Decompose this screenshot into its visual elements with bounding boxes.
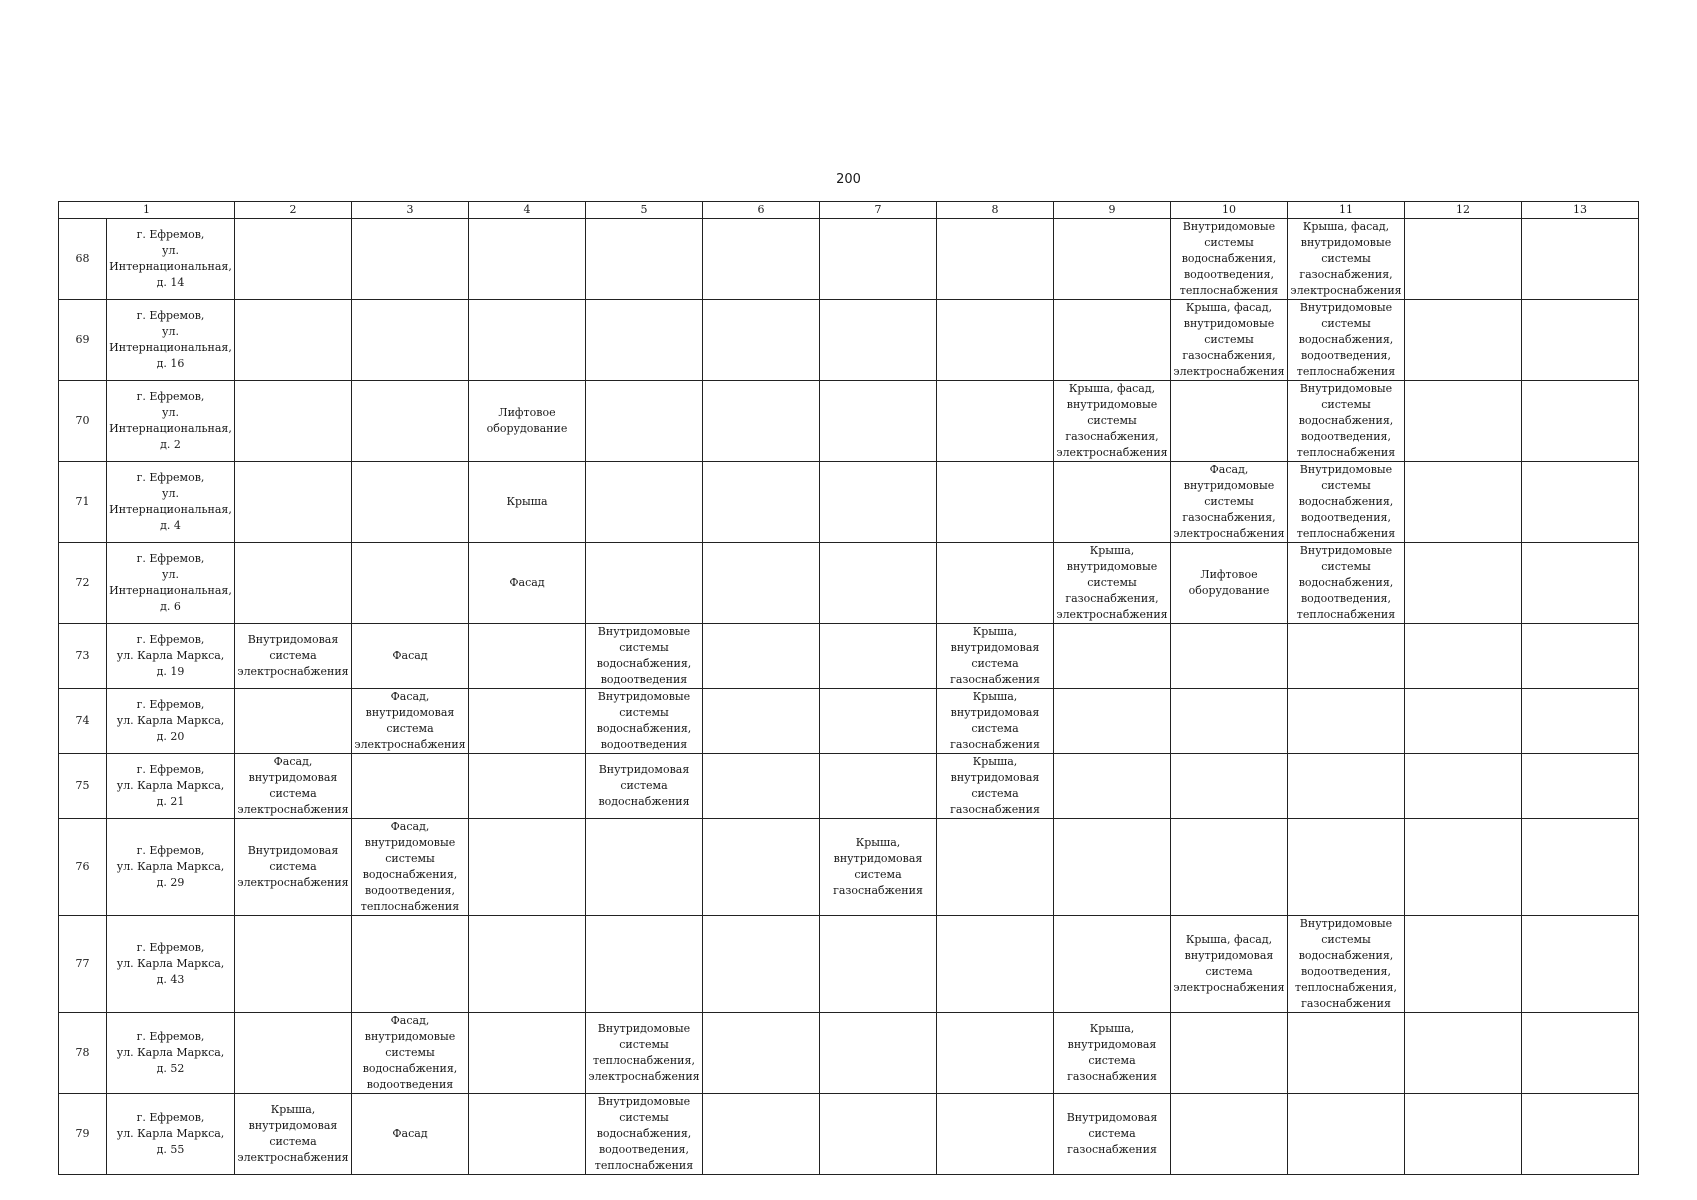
column-header: 8 [937,202,1054,219]
work-cell-col-10: Внутридомовые системы водоснабжения, водоотведения, теплоснабжения [1171,219,1288,300]
work-cell-col-8 [937,819,1054,916]
work-cell-col-5: Внутридомовые системы водоснабжения, водоотведения [586,624,703,689]
work-cell-col-7 [820,543,937,624]
work-cell-col-2 [235,381,352,462]
work-cell-col-11: Внутридомовые системы водоснабжения, водоотведения, теплоснабжения [1288,381,1405,462]
work-cell-col-4 [469,219,586,300]
work-cell-col-6 [703,300,820,381]
table-row [59,819,1639,916]
work-cell-col-12 [1405,300,1522,381]
work-cell-col-8 [937,1013,1054,1094]
address-cell: г. Ефремов, ул. Карла Маркса, д. 19 [107,624,235,689]
work-cell-col-9 [1054,754,1171,819]
work-cell-col-13 [1522,381,1639,462]
work-cell-col-7: Крыша, внутридомовая система газоснабжения [820,819,937,916]
work-cell-col-13 [1522,543,1639,624]
work-cell-col-13 [1522,754,1639,819]
work-cell-col-11 [1288,1013,1405,1094]
work-cell-col-12 [1405,381,1522,462]
table-row [59,543,1639,624]
work-cell-col-6 [703,916,820,1013]
work-cell-col-4 [469,754,586,819]
work-cell-col-5 [586,219,703,300]
work-cell-col-8 [937,916,1054,1013]
work-cell-col-2 [235,1013,352,1094]
work-cell-col-12 [1405,689,1522,754]
work-cell-col-3: Фасад, внутридомовые системы водоснабжения, водоотведения, теплоснабжения [352,819,469,916]
work-cell-col-8 [937,381,1054,462]
work-cell-col-6 [703,754,820,819]
address-cell: г. Ефремов, ул. Карла Маркса, д. 55 [107,1094,235,1175]
column-header: 6 [703,202,820,219]
table-row [59,754,1639,819]
work-cell-col-11: Внутридомовые системы водоснабжения, водоотведения, теплоснабжения [1288,462,1405,543]
work-cell-col-13 [1522,819,1639,916]
work-cell-col-2: Внутридомовая система электроснабжения [235,624,352,689]
work-cell-col-9 [1054,624,1171,689]
row-number: 79 [59,1094,107,1175]
work-cell-col-13 [1522,1094,1639,1175]
work-cell-col-11: Внутридомовые системы водоснабжения, водоотведения, теплоснабжения [1288,300,1405,381]
work-cell-col-10: Крыша, фасад, внутридомовая система электроснабжения [1171,916,1288,1013]
work-cell-col-8: Крыша, внутридомовая система газоснабжения [937,754,1054,819]
column-header: 2 [235,202,352,219]
work-cell-col-11 [1288,624,1405,689]
work-cell-col-10: Крыша, фасад, внутридомовые системы газоснабжения, электроснабжения [1171,300,1288,381]
work-cell-col-2 [235,543,352,624]
work-cell-col-7 [820,754,937,819]
row-number: 73 [59,624,107,689]
work-cell-col-12 [1405,219,1522,300]
work-cell-col-11: Крыша, фасад, внутридомовые системы газоснабжения, электроснабжения [1288,219,1405,300]
table-row [59,219,1639,300]
work-cell-col-5 [586,300,703,381]
work-cell-col-13 [1522,219,1639,300]
work-cell-col-7 [820,916,937,1013]
work-cell-col-8: Крыша, внутридомовая система газоснабжения [937,689,1054,754]
table-row [59,1094,1639,1175]
row-number: 68 [59,219,107,300]
row-number: 76 [59,819,107,916]
work-cell-col-2 [235,462,352,543]
work-cell-col-9 [1054,462,1171,543]
work-cell-col-3 [352,300,469,381]
work-cell-col-7 [820,381,937,462]
work-cell-col-12 [1405,624,1522,689]
repair-schedule-table [58,201,1639,1175]
row-number: 77 [59,916,107,1013]
column-header: 11 [1288,202,1405,219]
table-row [59,462,1639,543]
work-cell-col-11 [1288,1094,1405,1175]
work-cell-col-3 [352,219,469,300]
work-cell-col-9: Крыша, внутридомовые системы газоснабжения, электроснабжения [1054,543,1171,624]
work-cell-col-13 [1522,462,1639,543]
work-cell-col-2 [235,916,352,1013]
work-cell-col-10 [1171,689,1288,754]
column-header: 5 [586,202,703,219]
work-cell-col-4 [469,300,586,381]
work-cell-col-6 [703,1094,820,1175]
row-number: 71 [59,462,107,543]
work-cell-col-7 [820,624,937,689]
work-cell-col-10 [1171,754,1288,819]
work-cell-col-12 [1405,819,1522,916]
work-cell-col-9: Внутридомовая система газоснабжения [1054,1094,1171,1175]
header-row [59,202,1639,219]
work-cell-col-12 [1405,1094,1522,1175]
work-cell-col-4 [469,624,586,689]
work-cell-col-12 [1405,543,1522,624]
work-cell-col-2: Фасад, внутридомовая система электроснабжения [235,754,352,819]
work-cell-col-3: Фасад, внутридомовая система электроснабжения [352,689,469,754]
work-cell-col-11: Внутридомовые системы водоснабжения, водоотведения, теплоснабжения [1288,543,1405,624]
work-cell-col-8 [937,543,1054,624]
address-cell: г. Ефремов, ул. Интернациональная, д. 6 [107,543,235,624]
work-cell-col-3 [352,754,469,819]
column-header: 3 [352,202,469,219]
work-cell-col-7 [820,1013,937,1094]
work-cell-col-7 [820,219,937,300]
work-cell-col-6 [703,689,820,754]
work-cell-col-10 [1171,381,1288,462]
work-cell-col-3: Фасад [352,624,469,689]
work-cell-col-3 [352,916,469,1013]
work-cell-col-5 [586,916,703,1013]
work-cell-col-4 [469,916,586,1013]
work-cell-col-2: Крыша, внутридомовая система электроснабжения [235,1094,352,1175]
work-cell-col-13 [1522,624,1639,689]
page-number: 200 [836,172,861,187]
address-cell: г. Ефремов, ул. Карла Маркса, д. 21 [107,754,235,819]
work-cell-col-5 [586,381,703,462]
work-cell-col-6 [703,462,820,543]
address-cell: г. Ефремов, ул. Интернациональная, д. 14 [107,219,235,300]
work-cell-col-5: Внутридомовые системы теплоснабжения, электроснабжения [586,1013,703,1094]
table-row [59,381,1639,462]
work-cell-col-9 [1054,219,1171,300]
work-cell-col-2 [235,689,352,754]
work-cell-col-11 [1288,689,1405,754]
row-number: 70 [59,381,107,462]
work-cell-col-10: Фасад, внутридомовые системы газоснабжения, электроснабжения [1171,462,1288,543]
address-cell: г. Ефремов, ул. Карла Маркса, д. 29 [107,819,235,916]
address-cell: г. Ефремов, ул. Карла Маркса, д. 52 [107,1013,235,1094]
work-cell-col-5: Внутридомовая система водоснабжения [586,754,703,819]
address-cell: г. Ефремов, ул. Интернациональная, д. 2 [107,381,235,462]
work-cell-col-9: Крыша, внутридомовая система газоснабжения [1054,1013,1171,1094]
work-cell-col-2 [235,300,352,381]
address-cell: г. Ефремов, ул. Интернациональная, д. 16 [107,300,235,381]
column-header: 9 [1054,202,1171,219]
work-cell-col-6 [703,219,820,300]
work-cell-col-4 [469,689,586,754]
work-cell-col-5: Внутридомовые системы водоснабжения, водоотведения [586,689,703,754]
work-cell-col-5: Внутридомовые системы водоснабжения, водоотведения, теплоснабжения [586,1094,703,1175]
row-number: 74 [59,689,107,754]
work-cell-col-3 [352,543,469,624]
work-cell-col-3 [352,462,469,543]
work-cell-col-5 [586,462,703,543]
work-cell-col-3: Фасад, внутридомовые системы водоснабжения, водоотведения [352,1013,469,1094]
work-cell-col-12 [1405,916,1522,1013]
work-cell-col-4: Крыша [469,462,586,543]
work-cell-col-13 [1522,1013,1639,1094]
work-cell-col-6 [703,819,820,916]
column-header: 4 [469,202,586,219]
work-cell-col-4: Фасад [469,543,586,624]
address-cell: г. Ефремов, ул. Карла Маркса, д. 43 [107,916,235,1013]
work-cell-col-7 [820,1094,937,1175]
work-cell-col-3 [352,381,469,462]
address-cell: г. Ефремов, ул. Интернациональная, д. 4 [107,462,235,543]
work-cell-col-13 [1522,300,1639,381]
work-cell-col-4 [469,819,586,916]
work-cell-col-11: Внутридомовые системы водоснабжения, водоотведения, теплоснабжения, газоснабжения [1288,916,1405,1013]
column-header: 10 [1171,202,1288,219]
work-cell-col-8 [937,300,1054,381]
work-cell-col-11 [1288,754,1405,819]
column-header: 7 [820,202,937,219]
work-cell-col-9 [1054,689,1171,754]
work-cell-col-4 [469,1013,586,1094]
work-cell-col-8 [937,462,1054,543]
row-number: 75 [59,754,107,819]
work-cell-col-2 [235,219,352,300]
work-cell-col-10 [1171,819,1288,916]
work-cell-col-7 [820,689,937,754]
work-cell-col-8: Крыша, внутридомовая система газоснабжения [937,624,1054,689]
work-cell-col-8 [937,1094,1054,1175]
work-cell-col-11 [1288,819,1405,916]
row-number: 69 [59,300,107,381]
work-cell-col-9 [1054,300,1171,381]
table-row [59,624,1639,689]
table-row [59,300,1639,381]
work-cell-col-7 [820,462,937,543]
work-cell-col-12 [1405,462,1522,543]
work-cell-col-12 [1405,754,1522,819]
work-cell-col-10: Лифтовое оборудование [1171,543,1288,624]
row-number: 78 [59,1013,107,1094]
work-cell-col-6 [703,1013,820,1094]
work-cell-col-8 [937,219,1054,300]
work-cell-col-10 [1171,1094,1288,1175]
table-row [59,689,1639,754]
address-cell: г. Ефремов, ул. Карла Маркса, д. 20 [107,689,235,754]
column-header: 13 [1522,202,1639,219]
work-cell-col-9: Крыша, фасад, внутридомовые системы газоснабжения, электроснабжения [1054,381,1171,462]
work-cell-col-6 [703,624,820,689]
work-cell-col-2: Внутридомовая система электроснабжения [235,819,352,916]
row-number: 72 [59,543,107,624]
work-cell-col-3: Фасад [352,1094,469,1175]
work-cell-col-9 [1054,916,1171,1013]
table-body [59,202,1639,1175]
work-cell-col-4: Лифтовое оборудование [469,381,586,462]
column-header: 12 [1405,202,1522,219]
work-cell-col-10 [1171,1013,1288,1094]
work-cell-col-13 [1522,916,1639,1013]
work-cell-col-7 [820,300,937,381]
work-cell-col-13 [1522,689,1639,754]
work-cell-col-6 [703,543,820,624]
table-row [59,916,1639,1013]
work-cell-col-5 [586,819,703,916]
work-cell-col-5 [586,543,703,624]
work-cell-col-9 [1054,819,1171,916]
table-row [59,1013,1639,1094]
work-cell-col-12 [1405,1013,1522,1094]
work-cell-col-10 [1171,624,1288,689]
work-cell-col-4 [469,1094,586,1175]
column-header: 1 [59,202,235,219]
work-cell-col-6 [703,381,820,462]
